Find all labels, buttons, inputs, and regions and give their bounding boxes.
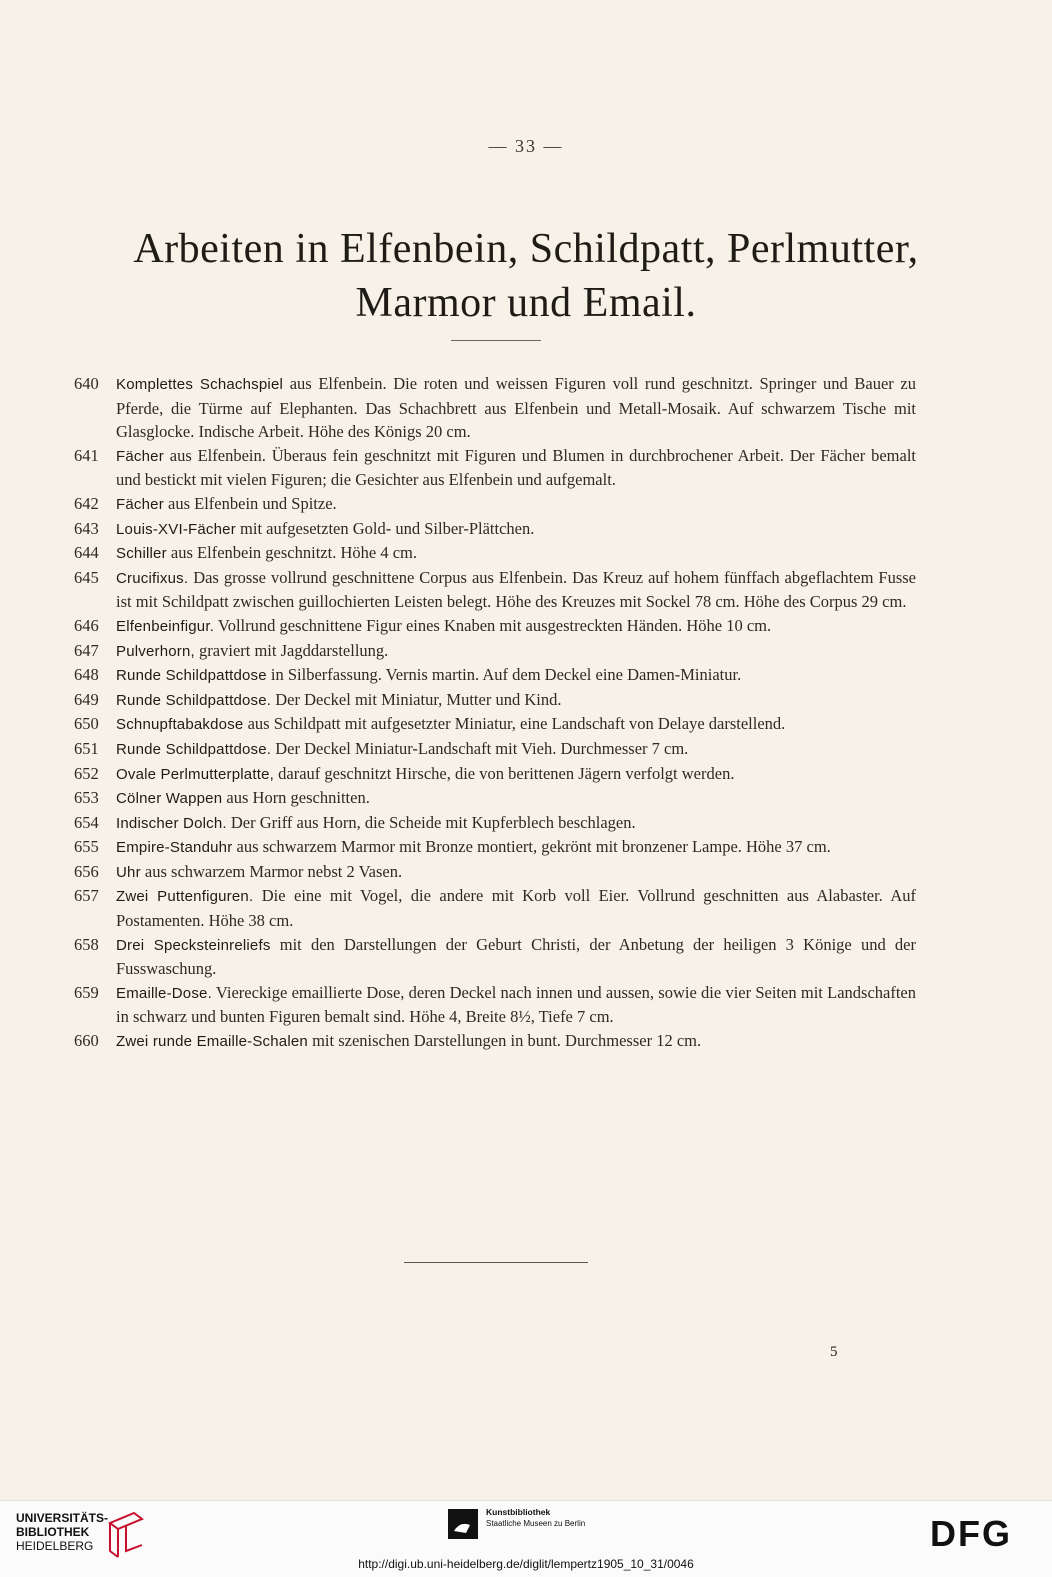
entry-number: 651 — [74, 738, 99, 758]
end-divider — [404, 1262, 588, 1263]
ub-heidelberg-label[interactable] — [16, 1511, 108, 1553]
library-line-1: UNIVERSITÄTS- — [16, 1511, 109, 1525]
catalog-entry — [74, 614, 916, 639]
entry-heading: Komplettes Schachspiel — [116, 376, 284, 393]
catalog-entry — [74, 688, 916, 713]
entry-number: 659 — [74, 982, 99, 1002]
entry-number: 658 — [74, 934, 99, 954]
entry-heading: Runde Schildpattdose — [116, 667, 267, 685]
library-line-2: BIBLIOTHEK — [16, 1525, 90, 1539]
entry-number: 646 — [74, 615, 99, 635]
entry-description: aus Elfenbein und Spitze. — [163, 493, 337, 513]
catalog-entry — [74, 372, 916, 444]
signature-mark: 5 — [830, 1344, 838, 1360]
entry-number: 642 — [74, 493, 99, 513]
entry-heading: Fächer — [116, 447, 164, 465]
entry-heading: Uhr — [116, 863, 141, 881]
entry-number: 652 — [74, 763, 99, 783]
catalog-entry — [74, 860, 916, 885]
catalog-entry — [74, 712, 916, 737]
kunstbibliothek-logo-icon[interactable] — [448, 1509, 478, 1539]
title-divider — [451, 340, 541, 341]
catalog-entry — [74, 566, 916, 614]
permalink-url[interactable]: http://digi.ub.uni-heidelberg.de/diglit/lempertz1905_10_31/0046 — [358, 1557, 694, 1571]
entry-description: graviert mit Jagddarstellung. — [194, 640, 389, 660]
entry-description: mit den Darstellungen der Geburt Christi, der Anbetung der heiligen 3 Könige und der Fusswaschung. — [116, 934, 916, 979]
entry-heading: Fächer — [116, 495, 164, 513]
catalog-entry — [74, 981, 916, 1029]
entry-number: 650 — [74, 714, 99, 734]
entry-number: 647 — [74, 640, 99, 660]
catalog-entry — [74, 811, 916, 836]
kb-line-2: Staatliche Museen zu Berlin — [486, 1519, 586, 1528]
entry-description: Viereckige emaillierte Dose, deren Deckel nach innen und aussen, sowie die vier Seiten mit Landschaften in schwarz und bunten Figuren bemalt sind. Höhe 4, Breite 8½, Tiefe 7 cm. — [116, 982, 916, 1027]
entry-description: aus schwarzem Marmor nebst 2 Vasen. — [140, 861, 403, 881]
kunstbibliothek-label[interactable] — [486, 1507, 585, 1529]
entry-description: aus Elfenbein geschnitzt. Höhe 4 cm. — [166, 543, 417, 563]
catalog-entry — [74, 884, 916, 932]
entry-description: Der Deckel mit Miniatur, Mutter und Kind. — [271, 689, 562, 709]
title-line-1: Arbeiten in Elfenbein, Schildpatt, Perlmutter, — [133, 226, 919, 272]
catalog-entries — [74, 372, 916, 1054]
entry-heading: Empire-Standuhr — [116, 839, 233, 857]
entry-heading: Indischer Dolch. — [116, 814, 227, 832]
entry-heading: Runde Schildpattdose. — [116, 740, 272, 758]
page-title — [0, 222, 1052, 330]
entry-heading: Louis-XVI-Fächer — [116, 520, 236, 538]
catalog-entry — [74, 933, 916, 981]
entry-description: in Silberfassung. Vernis martin. Auf dem Deckel eine Damen-Miniatur. — [266, 665, 742, 685]
entry-heading: Zwei runde Emaille-Schalen — [116, 1033, 308, 1051]
entry-description: aus schwarzem Marmor mit Bronze montiert, gekrönt mit bronzener Lampe. Höhe 37 cm. — [232, 837, 831, 857]
title-line-2: Marmor und Email. — [355, 280, 697, 326]
entry-heading: Elfenbeinfigur. — [116, 617, 215, 635]
catalog-entry — [74, 786, 916, 811]
entry-heading: Crucifixus. — [116, 569, 189, 587]
entry-number: 649 — [74, 689, 99, 709]
entry-description: Die eine mit Vogel, die andere mit Korb voll Eier. Vollrund geschnitten aus Alabaster. Auf Postamenten. Höhe 38 cm. — [116, 886, 916, 931]
entry-number: 657 — [74, 886, 99, 906]
entry-description: Der Deckel Miniatur-Landschaft mit Vieh. Durchmesser 7 cm. — [271, 738, 689, 758]
entry-number: 640 — [74, 374, 99, 393]
footer-bar — [0, 1500, 1052, 1577]
entry-heading: Zwei Puttenfiguren. — [116, 888, 254, 906]
ub-logo-icon[interactable] — [106, 1511, 146, 1559]
catalog-entry — [74, 517, 916, 542]
entry-number: 641 — [74, 445, 99, 465]
entry-heading: Runde Schildpattdose. — [116, 691, 272, 709]
entry-heading: Drei Specksteinreliefs — [116, 936, 271, 954]
entry-number: 644 — [74, 543, 99, 563]
entry-heading: Cölner Wappen — [116, 790, 223, 808]
entry-number: 660 — [74, 1031, 99, 1051]
kb-line-1: Kunstbibliothek — [486, 1507, 551, 1517]
catalog-entry — [74, 541, 916, 566]
catalog-entry — [74, 1029, 916, 1054]
entry-heading: Schiller — [116, 545, 167, 563]
catalog-entry — [74, 835, 916, 860]
entry-heading: Emaille-Dose. — [116, 984, 212, 1002]
entry-heading: Pulverhorn, — [116, 642, 195, 660]
catalog-entry — [74, 762, 916, 787]
entry-heading: Schnupftabakdose — [116, 716, 244, 734]
entry-number: 643 — [74, 518, 99, 538]
entry-number: 655 — [74, 837, 99, 857]
entry-heading: Ovale Perlmutterplatte, — [116, 765, 274, 783]
entry-description: aus Elfenbein. Die roten und weissen Figuren voll rund geschnitzt. Springer und Bauer zu Pferde, die Türme auf Elephanten. Das Schachbrett aus Elfenbein und Metall-Mosaik. Auf schwarzem Tische mit Glasglocke. Indische Arbeit. Höhe des Königs 20 cm. — [116, 374, 916, 442]
dfg-logo[interactable]: DFG — [930, 1513, 1012, 1554]
entry-description: Vollrund geschnittene Figur eines Knaben mit ausgestreckten Händen. Höhe 10 cm. — [214, 615, 772, 635]
entry-description: darauf geschnitzt Hirsche, die von berittenen Jägern verfolgt werden. — [274, 763, 735, 783]
entry-description: aus Schildpatt mit aufgesetzter Miniatur, eine Landschaft von Delaye darstellend. — [243, 714, 786, 734]
catalog-entry — [74, 492, 916, 517]
entry-description: mit aufgesetzten Gold- und Silber-Plättchen. — [235, 518, 535, 538]
entry-number: 653 — [74, 788, 99, 808]
entry-description: Das grosse vollrund geschnittene Corpus aus Elfenbein. Das Kreuz auf hohem fünffach abgeflachtem Fusse ist mit Schildpatt zwischen guillochierten Leisten belegt. Höhe des Kreuzes mit Sockel 78 cm. Höhe des Corpus 29 cm. — [116, 567, 916, 612]
entry-number: 648 — [74, 665, 99, 685]
catalog-entry — [74, 737, 916, 762]
entry-description: aus Elfenbein. Überaus fein geschnitzt mit Figuren und Blumen in durchbrochener Arbeit. Der Fächer bemalt und bestickt mit vielen Figuren; die Gesichter aus Elfenbein und aufgemalt. — [116, 445, 916, 490]
entry-description: aus Horn geschnitten. — [222, 788, 370, 808]
entry-description: mit szenischen Darstellungen in bunt. Durchmesser 12 cm. — [307, 1031, 702, 1051]
entry-number: 656 — [74, 861, 99, 881]
catalog-entry — [74, 444, 916, 492]
catalog-entry — [74, 663, 916, 688]
page-number: — 33 — — [488, 136, 564, 156]
entry-number: 654 — [74, 812, 99, 832]
entry-description: Der Griff aus Horn, die Scheide mit Kupferblech beschlagen. — [226, 812, 636, 832]
entry-number: 645 — [74, 567, 99, 587]
library-line-3: HEIDELBERG — [16, 1539, 94, 1553]
catalog-entry — [74, 639, 916, 664]
